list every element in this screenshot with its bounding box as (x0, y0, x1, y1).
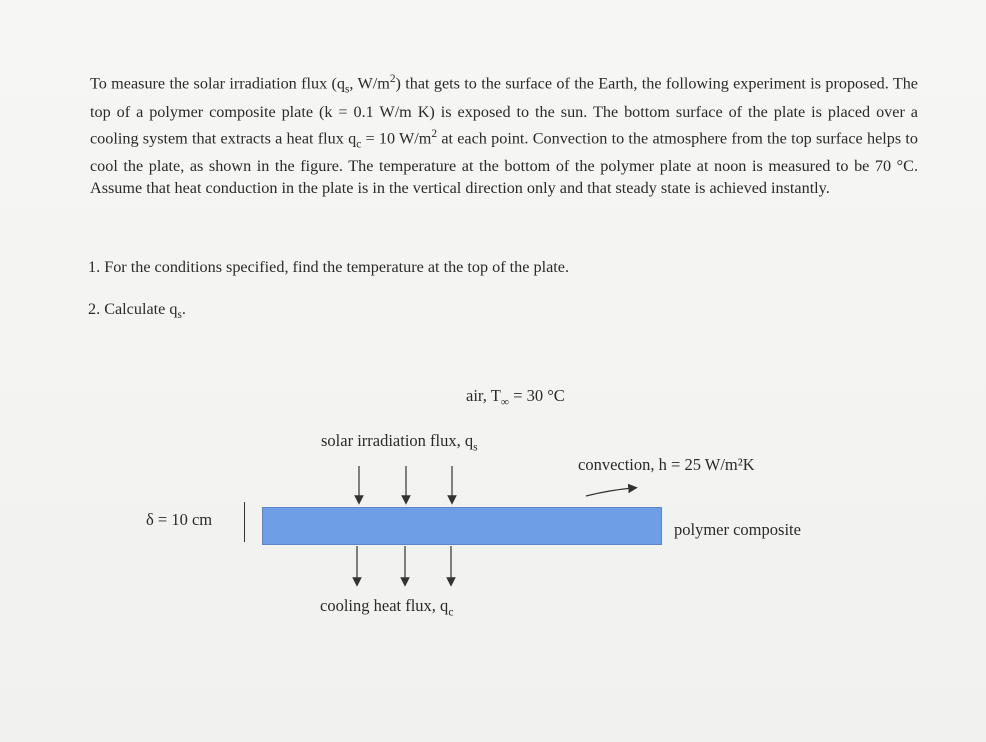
convection-arrow (586, 488, 633, 496)
problem-paragraph: To measure the solar irradiation flux ($q_s$, $W/m^2$) that gets to the surface of the Earth, the following experiment is proposed. The top of a polymer composite plate (k = 0.1 W/m K) is exposed to the sun. The bottom surface of the plate is placed over a cooling system that extracts a heat flux $q_c = 10$ $W/m^2$ at each point. Convection to the atmosphere from the top surface helps to cool the plate, as shown in the figure. The temperature at the bottom of the polymer plate at noon is measured to be 70 °C. Assume that heat conduction in the plate is in the vertical direction only and that steady state is achieved instantly. (90, 73, 918, 198)
cooling-flux-label: cooling heat flux, $q_c$ (320, 596, 454, 619)
solar-flux-label: solar irradiation flux, $q_s$ (321, 431, 478, 454)
thickness-label: δ = 10 cm (146, 510, 213, 529)
cooling-flux-arrows (357, 546, 451, 582)
solar-flux-arrows (359, 466, 452, 500)
air-temperature-label: air, $T_\infty = 30$ °C (466, 386, 565, 409)
question-2: 2. Calculate $q_s$. (88, 300, 186, 322)
convection-label: convection, h = 25 W/m²K (578, 455, 755, 474)
material-label: polymer composite (674, 520, 801, 539)
question-1: 1. For the conditions specified, find the temperature at the top of the plate. (88, 258, 569, 276)
